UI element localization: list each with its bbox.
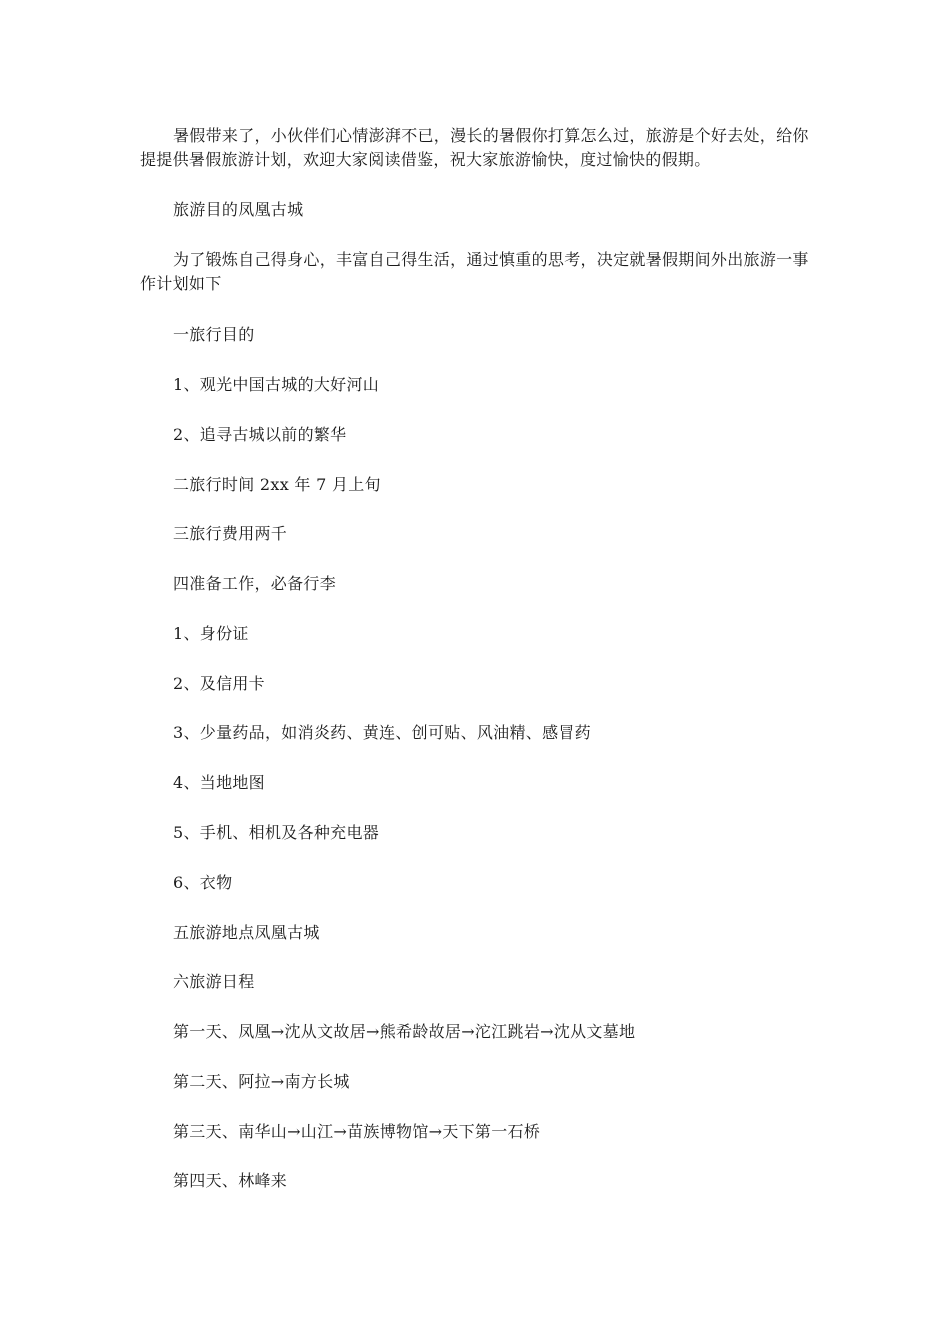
luggage-item: 4、当地地图 [173, 773, 265, 792]
section-location-heading: 五旅游地点凤凰古城 [173, 923, 320, 942]
schedule-day: 第一天、凤凰→沈从文故居→熊希龄故居→沱江跳岩→沈从文墓地 [173, 1022, 636, 1041]
purpose-item: 2、追寻古城以前的繁华 [173, 425, 347, 444]
section-cost-heading: 三旅行费用两千 [173, 524, 288, 543]
destination-title: 旅游目的凤凰古城 [173, 200, 304, 219]
intro-paragraph: 暑假带来了，小伙伴们心情澎湃不已，漫长的暑假你打算怎么过，旅游是个好去处，给你提提供暑假旅游计划，欢迎大家阅读借鉴，祝大家旅游愉快，度过愉快的假期。 [140, 126, 809, 169]
luggage-item: 1、身份证 [173, 624, 249, 643]
luggage-item: 2、及信用卡 [173, 674, 265, 693]
purpose-paragraph: 为了锻炼自己得身心，丰富自己得生活，通过慎重的思考，决定就暑假期间外出旅游一事作计划如下 [140, 250, 809, 293]
schedule-day: 第三天、南华山→山江→苗族博物馆→天下第一石桥 [173, 1122, 541, 1141]
purpose-item: 1、观光中国古城的大好河山 [173, 375, 380, 394]
luggage-item: 6、衣物 [173, 873, 233, 892]
luggage-item: 5、手机、相机及各种充电器 [173, 823, 380, 842]
schedule-day: 第二天、阿拉→南方长城 [173, 1072, 350, 1091]
section-preparation-heading: 四准备工作，必备行李 [173, 574, 337, 593]
section-schedule-heading: 六旅游日程 [173, 972, 255, 991]
luggage-item: 3、少量药品，如消炎药、黄连、创可贴、风油精、感冒药 [173, 723, 591, 742]
schedule-day: 第四天、林峰来 [173, 1171, 288, 1190]
section-purpose-heading: 一旅行目的 [173, 325, 255, 344]
section-time-heading: 二旅行时间 2xx 年 7 月上旬 [173, 475, 381, 494]
